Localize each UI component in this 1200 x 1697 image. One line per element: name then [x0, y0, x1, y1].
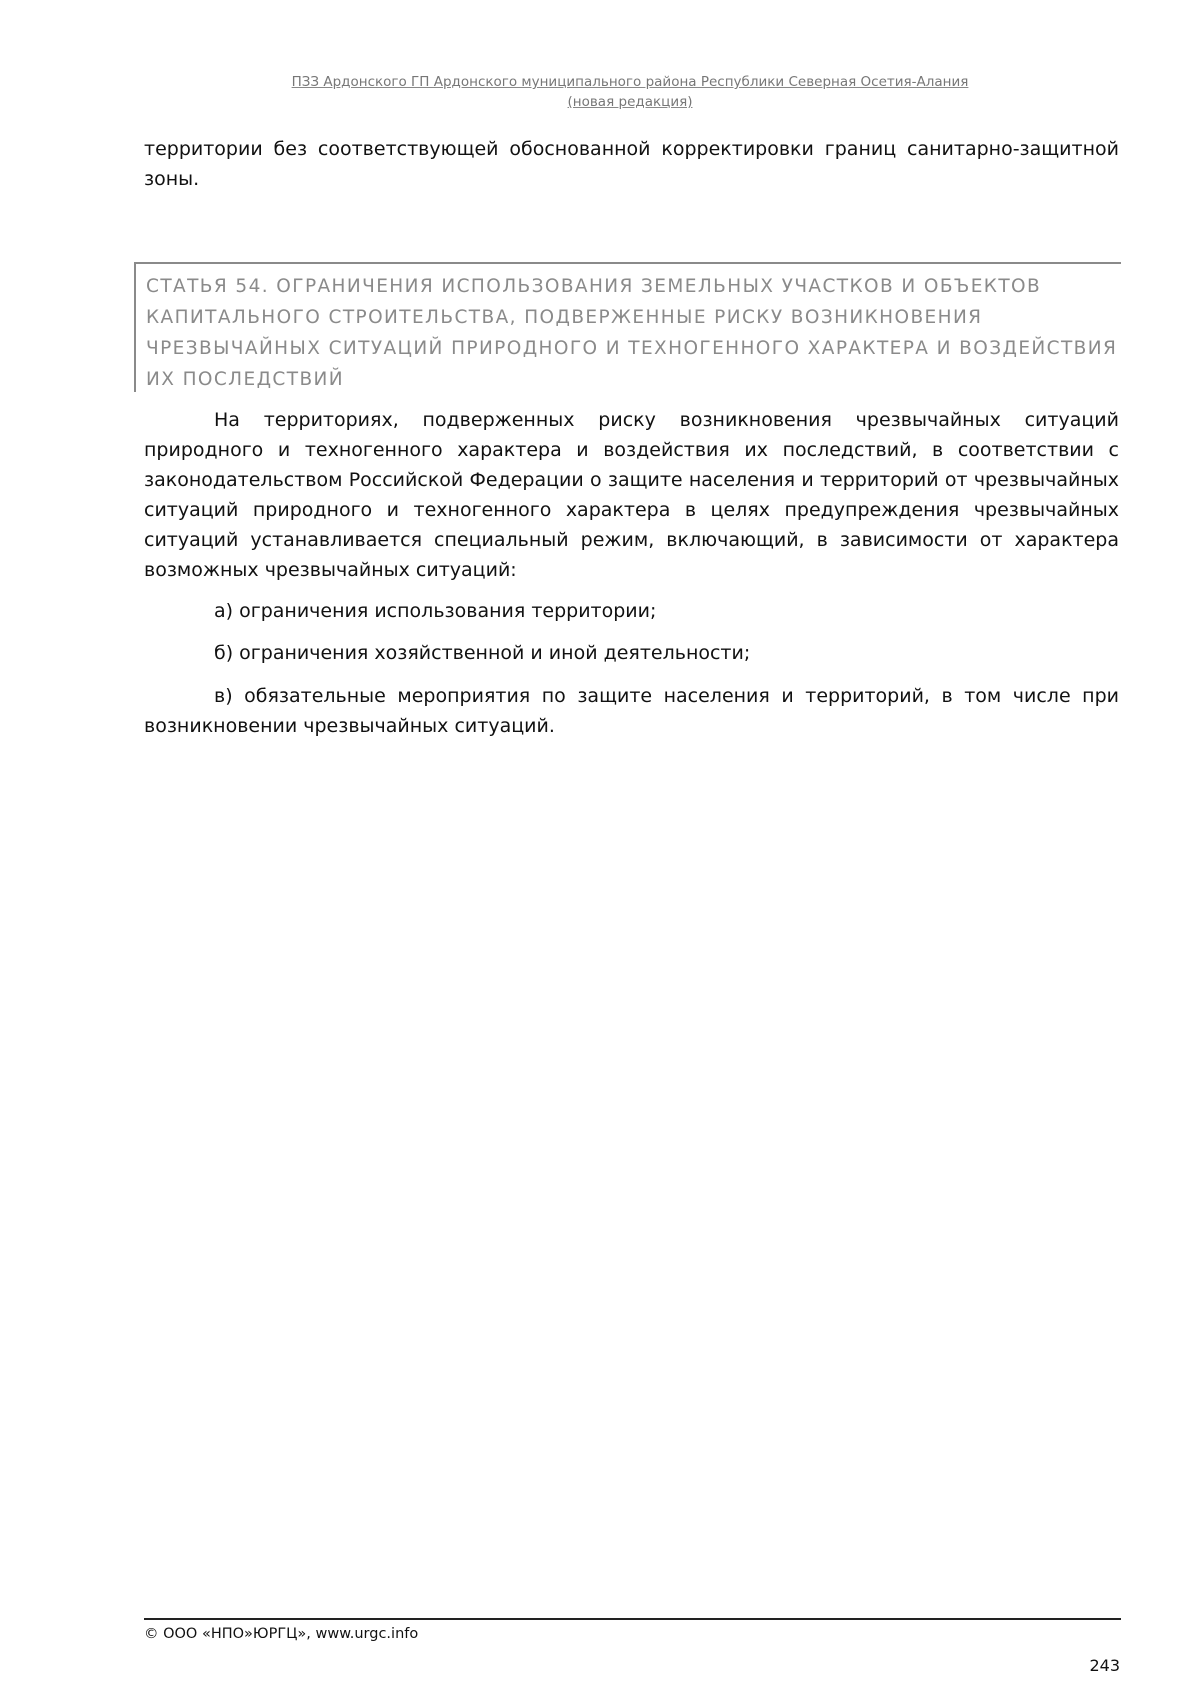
page-number: 243 [1089, 1656, 1120, 1675]
intro-paragraph: На территориях, подверженных риску возникновения чрезвычайных ситуаций природного и техногенного характера и воздействия их последствий, в соответствии с законодательством Российской Федерации о защите населения и территорий от чрезвычайных ситуаций природного и техногенного характера в целях предупреждения чрезвычайных ситуаций устанавливается специальный режим, включающий, в зависимости от характера возможных чрезвычайных ситуаций: [144, 409, 1119, 581]
continuation-paragraph: территории без соответствующей обоснованной корректировки границ санитарно-защитной зоны. [144, 138, 1119, 190]
footer-divider [144, 1618, 1121, 1620]
page-header [140, 72, 1120, 112]
list-item-b: б) ограничения хозяйственной и иной деятельности; [214, 642, 751, 664]
footer-copyright: © ООО «НПО»ЮРГЦ», www.urgc.info [144, 1626, 419, 1642]
list-item-c: в) обязательные мероприятия по защите населения и территорий, в том числе при возникновении чрезвычайных ситуаций. [144, 685, 1119, 737]
article-title: СТАТЬЯ 54. ОГРАНИЧЕНИЯ ИСПОЛЬЗОВАНИЯ ЗЕМЕЛЬНЫХ УЧАСТКОВ И ОБЪЕКТОВ КАПИТАЛЬНОГО СТРОИТЕЛЬСТВА, ПОДВЕРЖЕННЫЕ РИСКУ ВОЗНИКНОВЕНИЯ ЧРЕЗВЫЧАЙНЫХ СИТУАЦИЙ ПРИРОДНОГО И ТЕХНОГЕННОГО ХАРАКТЕРА И ВОЗДЕЙСТВИЯ ИХ ПОСЛЕДСТВИЙ [146, 276, 1118, 390]
list-item-a: а) ограничения использования территории; [214, 600, 657, 622]
header-subtitle: (новая редакция) [567, 94, 693, 110]
header-title: ПЗЗ Ардонского ГП Ардонского муниципального района Республики Северная Осетия-Алания [291, 74, 969, 90]
article-heading-box [134, 262, 1121, 392]
